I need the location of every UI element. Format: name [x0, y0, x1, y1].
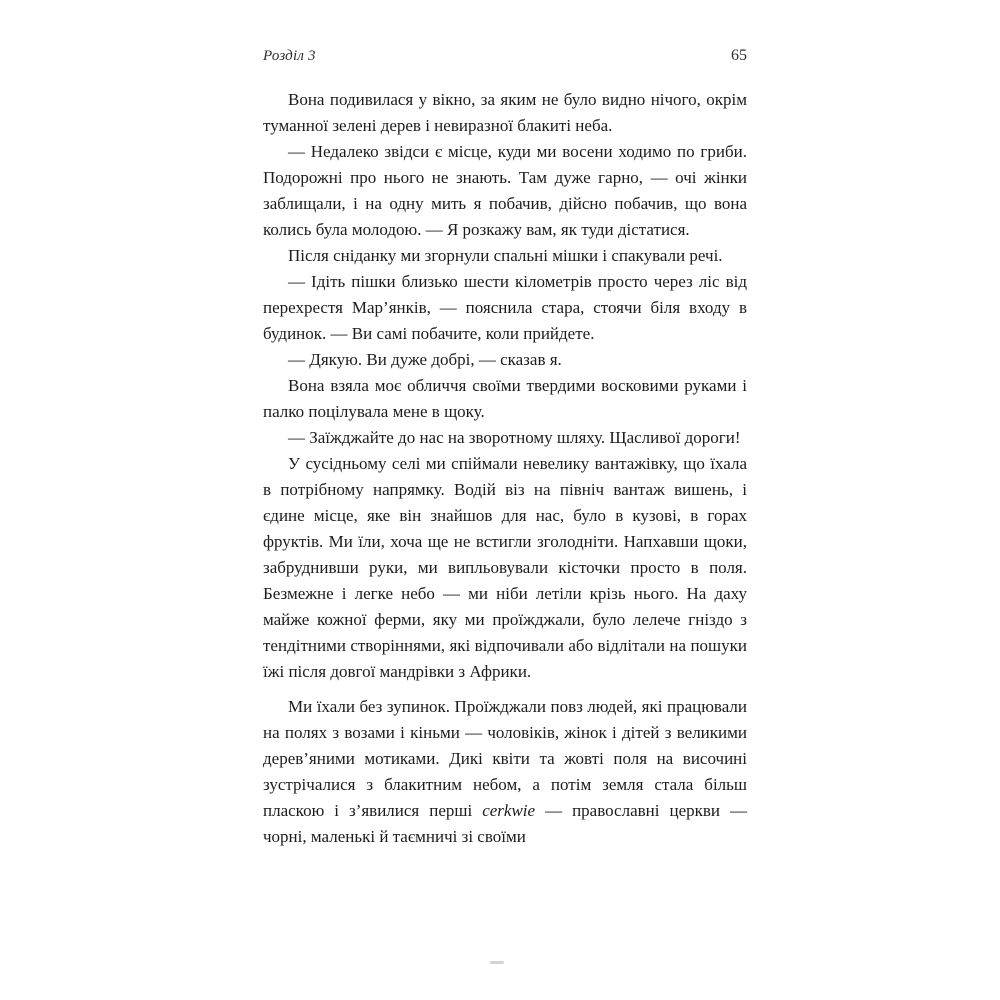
page-header [263, 47, 747, 65]
paragraph: — Заїжджайте до нас на зворотному шляху. Щасливої дороги! [288, 428, 741, 447]
bottom-page-mark [490, 961, 504, 964]
paragraph: — Дякую. Ви дуже добрі, — сказав я. [288, 350, 562, 369]
paragraph: Вона подивилася у вікно, за яким не було видно нічого, окрім туманної зелені дерев і невиразної блакиті неба. [263, 90, 747, 135]
paragraph: Ми їхали без зупинок. Проїжджали повз людей, які працювали на полях з возами і кіньми — чоловіків, жінок і дітей з великими дерев’яними мотиками. Дикі квіти та жовті поля на височині зустрічалися з блакитним небом, а потім земля стала більш пласкою і з’явилися перші cerkwie — православні церкви — чорні, маленькі й таємничі зі своїми [263, 697, 747, 846]
page-body [263, 87, 747, 850]
paragraph: — Недалеко звідси є місце, куди ми восени ходимо по гриби. Подорожні про нього не знають. Там дуже гарно, — очі жінки заблищали, і на одну мить я побачив, дійсно побачив, що вона колись була молодою. — Я розкажу вам, як туди дістатися. [263, 142, 747, 239]
paragraph: Вона взяла моє обличчя своїми твердими восковими руками і палко поцілувала мене в щоку. [263, 376, 747, 421]
chapter-label: Розділ 3 [263, 48, 316, 64]
page-number: 65 [731, 47, 747, 64]
paragraph: У сусідньому селі ми спіймали невелику вантажівку, що їхала в потрібному напрямку. Водій віз на північ вантаж вишень, і єдине місце, яке він знайшов для нас, було в кузові, в горах фруктів. Ми їли, хоча ще не встигли зголодніти. Напхавши щоки, забруднивши руки, ми випльовували кісточки просто в поля. Безмежне і легке небо — ми ніби летіли крізь нього. На даху майже кожної ферми, яку ми проїжджали, було лелече гніздо з тендітними створіннями, які відпочивали або відлітали на пошуки їжі після довгої мандрівки з Африки. [263, 454, 747, 681]
paragraph: Після сніданку ми згорнули спальні мішки і спакували речі. [288, 246, 723, 265]
paragraph: — Ідіть пішки близько шести кілометрів просто через ліс від перехрестя Мар’янків, — пояснила стара, стоячи біля входу в будинок. — Ви самі побачите, коли прийдете. [263, 272, 747, 343]
